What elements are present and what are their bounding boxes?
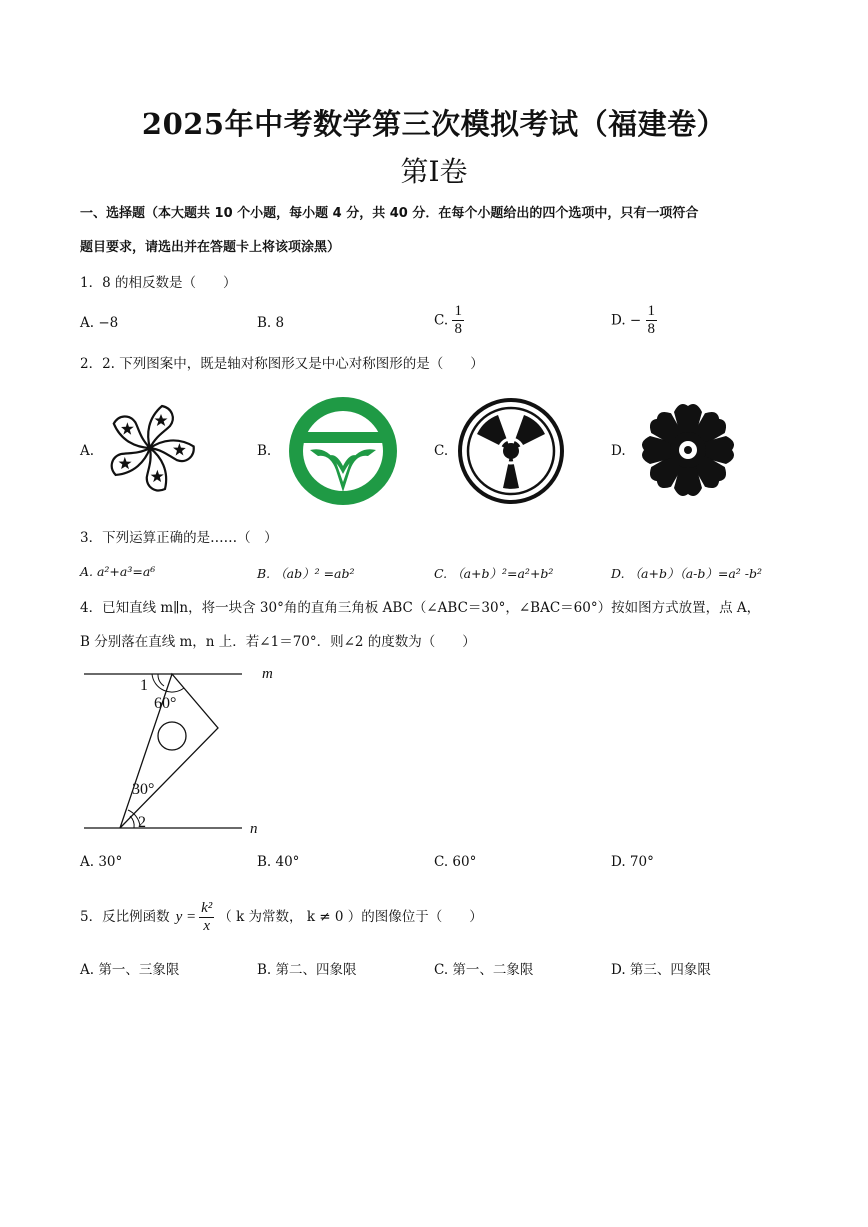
q3-option-b: B. （ab）² =ab² [257, 566, 355, 581]
q1-c-prefix: C. [434, 312, 449, 329]
q1-stem: 1．8 的相反数是（ ） [80, 275, 237, 291]
triangle-hole [158, 722, 186, 750]
q1-d-den: 8 [647, 321, 656, 337]
label-m: m [262, 666, 273, 682]
q5-stem [80, 894, 483, 940]
q2-option-b-label: B. [257, 443, 272, 459]
flower-crest-icon [636, 398, 740, 502]
q1-option-b: B. 8 [257, 315, 285, 331]
q3-option-c: C. （a+b）²=a²+b² [434, 566, 554, 581]
q5-option-d: D. 第三、四象限 [611, 962, 711, 978]
section-line-1: 一、选择题（本大题共 10 个小题，每小题 4 分，共 40 分．在每个小题给出的四个选项中，只有一项符合 [80, 206, 699, 221]
label-angle-60: 60° [154, 695, 177, 712]
q5-stem-suffix: （ k 为常数， k ≠ 0 ）的图像位于（ ） [218, 909, 483, 925]
label-angle-1: 1 [140, 677, 148, 694]
exam-subtitle: 第I卷 [400, 155, 468, 188]
radiation-symbol-icon [457, 398, 565, 504]
green-food-logo-icon [288, 396, 398, 506]
label-angle-30: 30° [132, 781, 155, 798]
q2-option-c-label: C. [434, 443, 449, 459]
q4-geometry-figure [80, 660, 280, 840]
bauhinia-emblem-icon [102, 402, 198, 494]
q1-option-a: A. −8 [80, 315, 119, 331]
q2-stem: 2．2. 下列图案中，既是轴对称图形又是中心对称图形的是（ ） [80, 356, 484, 372]
q5-option-b: B. 第二、四象限 [257, 962, 357, 978]
q3-option-d: D. （a+b）（a-b）=a² -b² [611, 566, 763, 581]
q5-fraction [199, 900, 214, 935]
q1-d-fraction [646, 303, 658, 338]
q5-option-a: A. 第一、三象限 [80, 962, 180, 978]
q1-c-num: 1 [454, 303, 462, 319]
q5-stem-prefix: 5．反比例函数 [80, 909, 170, 925]
q4-option-d: D. 70° [611, 854, 654, 870]
q5-frac-den: x [203, 917, 211, 934]
q1-option-d [611, 303, 657, 338]
q3-stem: 3．下列运算正确的是……（ ） [80, 530, 278, 546]
q5-y-eq: y = [175, 909, 197, 925]
q1-c-fraction [452, 303, 464, 338]
label-angle-2: 2 [138, 814, 146, 831]
section-line-2: 题目要求，请选出并在答题卡上将该项涂黑） [80, 240, 341, 255]
q4-line-1: 4．已知直线 m∥n，将一块含 30°角的直角三角板 ABC（∠ABC＝30°，∠BAC＝60°）按如图方式放置，点 A， [80, 600, 761, 616]
q4-option-b: B. 40° [257, 854, 300, 870]
q4-line-2: B 分别落在直线 m，n 上．若∠1＝70°．则∠2 的度数为（ ） [80, 634, 476, 650]
q4-option-a: A. 30° [80, 854, 123, 870]
q1-d-prefix: D. − [611, 312, 642, 329]
exam-title: 2025年中考数学第三次模拟考试（福建卷） [141, 107, 727, 141]
q2-option-d-label: D. [611, 443, 626, 459]
q4-option-c: C. 60° [434, 854, 477, 870]
q5-option-c: C. 第一、二象限 [434, 962, 534, 978]
q5-frac-num: k² [201, 899, 213, 916]
q3-option-a: A. a²+a³=a⁶ [80, 564, 156, 579]
q1-option-c [434, 303, 464, 338]
label-n: n [250, 821, 258, 837]
q2-option-a-label: A. [80, 443, 95, 459]
q1-d-num: 1 [647, 303, 656, 319]
q1-c-den: 8 [454, 321, 462, 337]
